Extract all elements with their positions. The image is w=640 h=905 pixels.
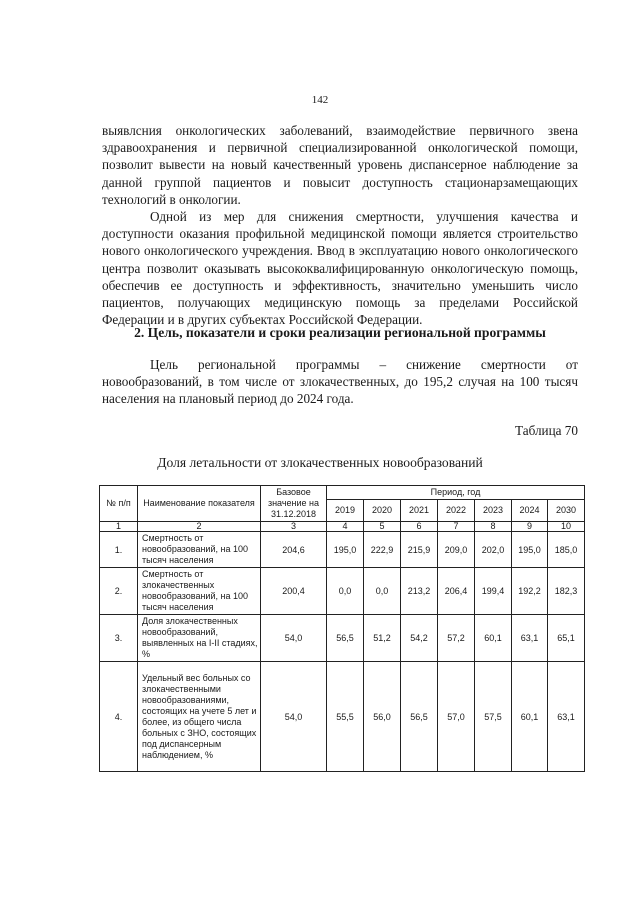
paragraph-2: Одной из мер для снижения смертности, улучшения качества и доступности оказания профильной медицинской помощи является строительство нового онкологического учреждения. Ввод в эксплуатацию нового онкологического центра позволит оказывать высококвалифицированную онкологическую помощь, обеспечив ее доступность и эффективность, значительно уменьшить число пациентов, получающих медицинскую помощь за пределами Российской Федерации и в других субъектах Российской Федерации. bbox=[102, 209, 578, 328]
row-number: 1. bbox=[100, 532, 138, 568]
row-value: 182,3 bbox=[548, 568, 585, 615]
row-value: 56,0 bbox=[364, 662, 401, 772]
goal-paragraph: Цель региональной программы – снижение смертности от новообразований, в том числе от злокачественных, до 195,2 случая на 100 тысяч населения на плановый период до 2024 года. bbox=[102, 357, 578, 407]
row-base: 54,0 bbox=[261, 615, 327, 662]
column-index: 9 bbox=[512, 522, 548, 532]
row-name: Смертность от новообразований, на 100 тысяч населения bbox=[138, 532, 261, 568]
row-name: Смертность от злокачественных новообразований, на 100 тысяч населения bbox=[138, 568, 261, 615]
row-value: 63,1 bbox=[512, 615, 548, 662]
row-value: 192,2 bbox=[512, 568, 548, 615]
row-value: 195,0 bbox=[512, 532, 548, 568]
row-value: 206,4 bbox=[438, 568, 475, 615]
header-year: 2024 bbox=[512, 500, 548, 522]
column-index: 10 bbox=[548, 522, 585, 532]
section-heading: 2. Цель, показатели и сроки реализации региональной программы bbox=[134, 325, 546, 340]
page-number: 142 bbox=[311, 94, 329, 106]
table-title: Доля летальности от злокачественных новообразований bbox=[157, 455, 483, 470]
row-value: 195,0 bbox=[327, 532, 364, 568]
row-value: 60,1 bbox=[475, 615, 512, 662]
column-index-row bbox=[100, 522, 585, 532]
indicators-table bbox=[99, 485, 585, 772]
row-value: 56,5 bbox=[401, 662, 438, 772]
header-year: 2023 bbox=[475, 500, 512, 522]
row-value: 0,0 bbox=[364, 568, 401, 615]
column-index: 5 bbox=[364, 522, 401, 532]
header-year: 2030 bbox=[548, 500, 585, 522]
header-year: 2020 bbox=[364, 500, 401, 522]
column-index: 3 bbox=[261, 522, 327, 532]
row-value: 209,0 bbox=[438, 532, 475, 568]
row-number: 3. bbox=[100, 615, 138, 662]
row-value: 57,5 bbox=[475, 662, 512, 772]
row-value: 54,2 bbox=[401, 615, 438, 662]
table-row bbox=[100, 532, 585, 568]
row-name: Доля злокачественных новообразований, выявленных на I-II стадиях, % bbox=[138, 615, 261, 662]
row-value: 51,2 bbox=[364, 615, 401, 662]
header-period: Период, год bbox=[327, 486, 585, 500]
row-value: 65,1 bbox=[548, 615, 585, 662]
goal-text bbox=[102, 356, 578, 408]
row-value: 56,5 bbox=[327, 615, 364, 662]
table-row bbox=[100, 615, 585, 662]
row-value: 202,0 bbox=[475, 532, 512, 568]
header-year: 2019 bbox=[327, 500, 364, 522]
row-value: 60,1 bbox=[512, 662, 548, 772]
header-name: Наименование показателя bbox=[138, 486, 261, 522]
row-base: 54,0 bbox=[261, 662, 327, 772]
column-index: 1 bbox=[100, 522, 138, 532]
column-index: 8 bbox=[475, 522, 512, 532]
row-value: 55,5 bbox=[327, 662, 364, 772]
row-base: 204,6 bbox=[261, 532, 327, 568]
column-index: 2 bbox=[138, 522, 261, 532]
row-value: 213,2 bbox=[401, 568, 438, 615]
row-base: 200,4 bbox=[261, 568, 327, 615]
row-value: 57,2 bbox=[438, 615, 475, 662]
row-value: 222,9 bbox=[364, 532, 401, 568]
row-value: 199,4 bbox=[475, 568, 512, 615]
body-text bbox=[102, 122, 578, 328]
row-name: Удельный вес больных со злокачественными новообразованиями, состоящих на учете 5 лет и более, из общего числа больных с ЗНО, состоящих под диспансерным наблюдением, % bbox=[138, 662, 261, 772]
row-value: 63,1 bbox=[548, 662, 585, 772]
header-year: 2022 bbox=[438, 500, 475, 522]
column-index: 6 bbox=[401, 522, 438, 532]
row-value: 215,9 bbox=[401, 532, 438, 568]
row-value: 185,0 bbox=[548, 532, 585, 568]
table-label: Таблица 70 bbox=[515, 423, 578, 438]
table-row bbox=[100, 662, 585, 772]
header-base: Базовое значение на 31.12.2018 bbox=[261, 486, 327, 522]
row-number: 4. bbox=[100, 662, 138, 772]
row-value: 0,0 bbox=[327, 568, 364, 615]
column-index: 4 bbox=[327, 522, 364, 532]
header-num: № п/п bbox=[100, 486, 138, 522]
paragraph-1: выявлсния онкологических заболеваний, взаимодействие первичного звена здравоохранения и первичной специализированной онкологической помощи, позволит вывести на новый качественный уровень диспансерное наблюдение за данной группой пациентов и повысит доступность стационарзамещающих технологий в онкологии. bbox=[102, 123, 578, 207]
table-row bbox=[100, 568, 585, 615]
column-index: 7 bbox=[438, 522, 475, 532]
row-number: 2. bbox=[100, 568, 138, 615]
row-value: 57,0 bbox=[438, 662, 475, 772]
header-year: 2021 bbox=[401, 500, 438, 522]
